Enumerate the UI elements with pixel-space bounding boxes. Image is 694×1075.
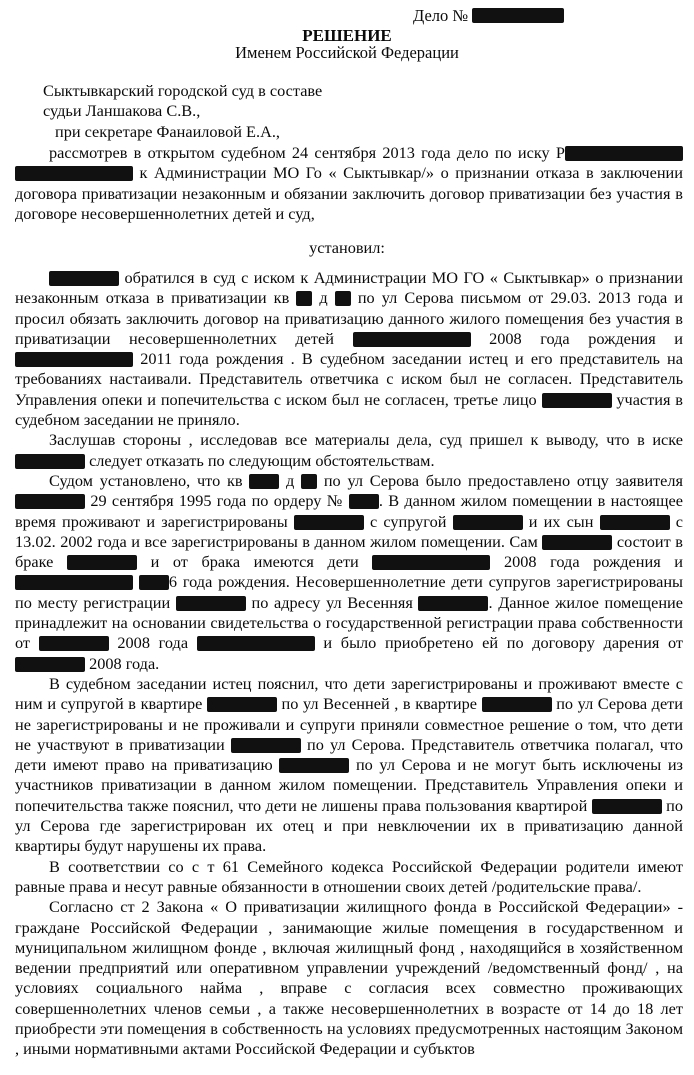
text-run: и от брака имеются дети	[150, 552, 359, 572]
text-run: д	[286, 470, 295, 490]
redaction-bar	[15, 494, 85, 509]
intro-paragraph	[15, 143, 683, 224]
redaction-bar	[353, 332, 471, 347]
text-run: 2008 года	[117, 633, 189, 653]
redaction-bar	[335, 291, 351, 306]
text-run: 2008 года рождения и	[489, 328, 684, 348]
text-run: участия в судебном заседании не приняло.	[15, 389, 683, 430]
redaction-bar	[453, 515, 523, 530]
text-run: и было приобретено ей по договору дарения от	[323, 633, 684, 653]
document-subtitle: Именем Российской Федерации	[235, 43, 459, 62]
redaction-bar	[197, 636, 315, 651]
paragraph: В соответствии со с т 61 Семейного кодекса Российской Федерации родители имеют равные права и несут равные обязанности в отношении своих детей /родительские права/.	[15, 856, 683, 896]
text-run: 2011 года рождения . В судебном заседании истец и его представитель на требованиях настаивали. Представитель ответчика с иском был не согласен. Представитель Управления опеки и попечительства с иском был не согласен, третье лицо	[15, 349, 684, 409]
redaction-bar	[542, 393, 612, 408]
text-run: обратился в суд с иском к Администрации МО ГО « Сыктывкар» о признании незаконным отказа в приватизации кв	[15, 268, 683, 308]
case-number	[413, 6, 564, 26]
text-run: В судебном заседании истец пояснил, что дети зарегистрированы и проживают вместе с ним и супругой в квартире	[15, 673, 683, 714]
redaction-bar	[349, 494, 379, 509]
redaction-bar	[207, 697, 277, 712]
paragraph	[15, 674, 683, 857]
text-run: . Данное жилое помещение принадлежит на основании свидетельства о государственной регистрации права собственности от	[15, 592, 683, 653]
paragraph	[15, 471, 683, 674]
redaction-bar	[39, 636, 109, 651]
text-run: д	[319, 288, 328, 308]
paragraph	[15, 430, 683, 471]
established-heading: установил:	[309, 238, 385, 257]
redaction-bar	[301, 474, 317, 489]
redaction-bar	[600, 515, 670, 530]
redaction-bar	[372, 555, 490, 570]
redaction-bar	[294, 515, 364, 530]
redaction-bar	[15, 166, 133, 181]
text-run: по ул Серова где зарегистрирован их отец и при невключении их в приватизацию данной квартиры будут нарушены их права.	[15, 795, 684, 856]
text-run: с 13.02. 2002 года и все зарегистрированы в данном жилом помещении. Сам	[15, 511, 683, 551]
text-run: рассмотрев в открытом судебном 24 сентября 2013 года дело по иску Р	[49, 143, 565, 162]
redaction-bar	[231, 738, 301, 753]
document-title: РЕШЕНИЕ	[302, 26, 392, 45]
text-run: . В данном жилом помещении в настоящее время проживают и зарегистрированы	[15, 491, 684, 531]
text-run: Заслушав стороны , исследовав все материалы дела, суд пришел к выводу, что в иске	[49, 430, 683, 450]
redaction-bar	[176, 596, 246, 611]
text-run: и их сын	[528, 511, 594, 531]
court-line: судьи Ланшакова С.В.,	[43, 101, 201, 121]
redaction-bar	[296, 291, 312, 306]
text-run: по ул Весенней , в квартире	[281, 694, 477, 714]
text-run: 29 сентября 1995 года по ордеру №	[90, 491, 344, 511]
court-line: Сыктывкарский городской суд в составе	[43, 81, 323, 100]
text-run: по ул Серова дети не зарегистрированы и не проживали и супруги приняли совместное решение о том, что дети не участвуют в приватизации	[15, 694, 683, 754]
paragraph	[15, 268, 683, 430]
redaction-bar	[67, 555, 137, 570]
redaction-bar	[592, 799, 662, 814]
text-run: по адресу ул Весенняя	[251, 592, 413, 612]
redaction-bar	[279, 758, 349, 773]
text-run: по ул Серова письмом от 29.03. 2013 года и просил обязать заключить договор на приватизацию данного жилого помещения без участия в приватизации несовершеннолетних детей	[15, 288, 683, 348]
text-run: Судом установлено, что кв	[49, 470, 243, 490]
redaction-bar	[418, 596, 488, 611]
paragraph: Согласно ст 2 Закона « О приватизации жилищного фонда в Российской Федерации» - граждане Российской Федерации , занимающие жилые помещения в государственном и муниципальном жилищном фонде , включая жилищный фонд , находящийся в хозяйственном ведении предприятий или оперативном управлении учреждений /ведомственный фонд/ , на условиях социального найма , вправе с согласия всех совместно проживающих совершеннолетних членов семьи , а также несовершеннолетних в возрасте от 14 до 18 лет приобрести эти помещения в собственность на условиях предусмотренных настоящим Законом , иными нормативными актами Российской Федерации и субъктов	[15, 897, 683, 1059]
redaction-bar	[49, 271, 119, 286]
redaction-bar	[542, 535, 612, 550]
redaction-bar	[565, 146, 683, 161]
court-composition	[43, 81, 322, 142]
court-line: при секретаре Фанаиловой Е.А.,	[55, 121, 280, 141]
redaction-bar	[472, 8, 564, 23]
case-number-label: Дело №	[413, 6, 469, 25]
text-run: 6 года рождения. Несовершеннолетние дети супругов зарегистрированы по месту регистрации	[15, 572, 683, 612]
text-run: по ул Серова было предоставлено отцу заявителя	[323, 470, 683, 490]
text-run: 2008 года рождения и	[503, 552, 684, 572]
text-run: по ул Серова. Представитель ответчика полагал, что дети имеют право на приватизацию	[15, 734, 683, 775]
text-run: состоит в браке	[15, 531, 683, 572]
text-run: следует отказать по следующим обстоятельствам.	[89, 450, 435, 470]
redaction-bar	[15, 575, 133, 590]
redaction-bar	[482, 697, 552, 712]
text-run: с супругой	[370, 511, 447, 531]
decision-body	[15, 268, 683, 1060]
text-run: 2008 года.	[89, 653, 160, 673]
text-run: к Администрации МО Го « Сыктывкар/» о признании отказа в заключении договора приватизации незаконным и обязании заключить договор приватизации без участия в договоре несовершеннолетних детей и суд,	[15, 163, 683, 223]
redaction-bar	[15, 454, 85, 469]
text-run: по ул Серова и не могут быть исключены из участников приватизации в данном жилом помещении. Представитель Управления опеки и попечительства также пояснил, что дети не лишены права пользования квартирой	[15, 755, 683, 815]
redaction-bar	[15, 657, 85, 672]
redaction-bar	[15, 352, 133, 367]
redaction-bar	[139, 575, 169, 590]
redaction-bar	[249, 474, 279, 489]
